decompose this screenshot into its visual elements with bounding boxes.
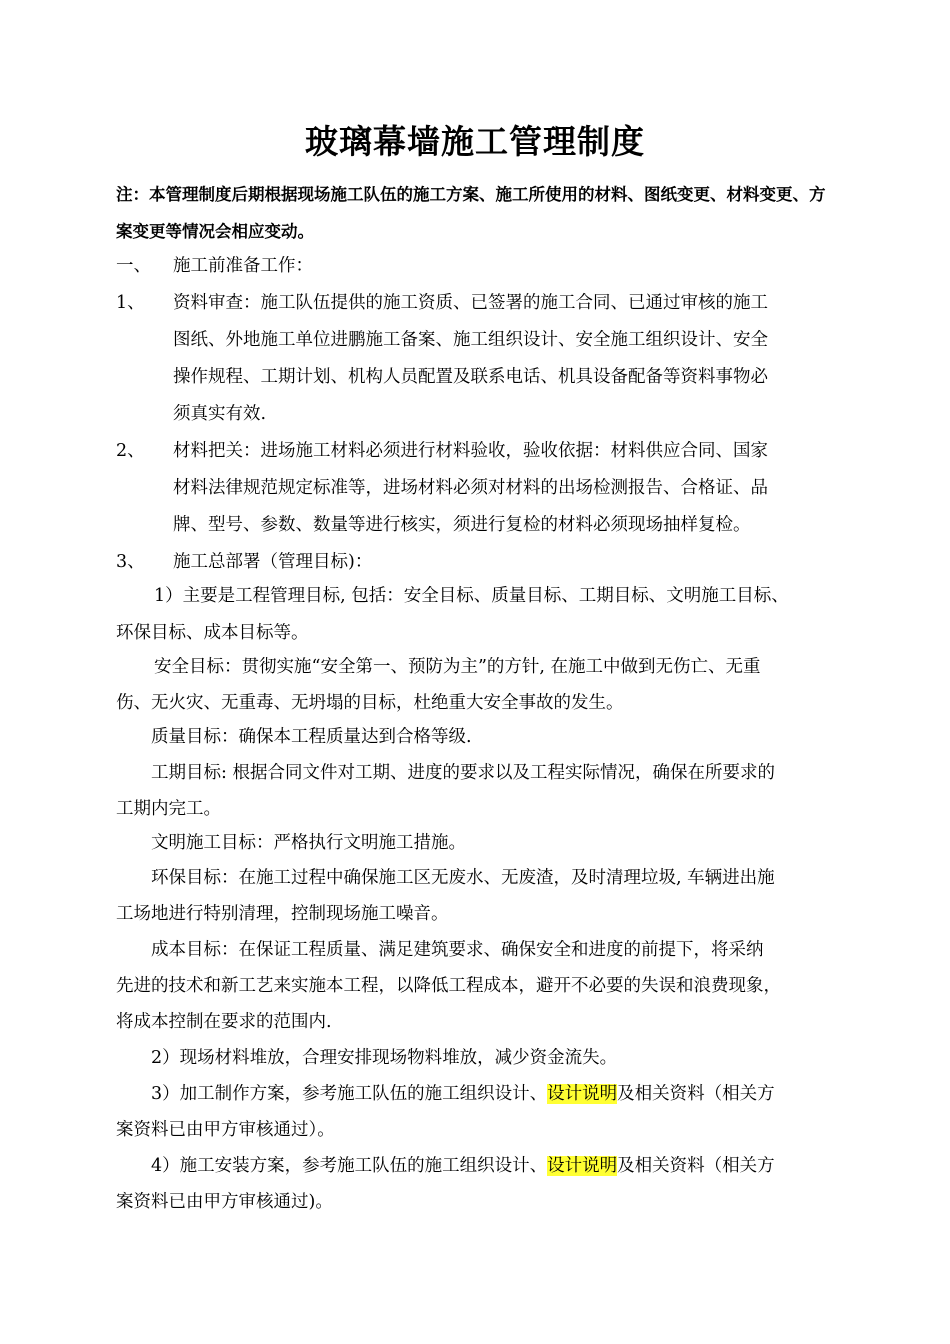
item-1-line-4: 须真实有效. xyxy=(173,404,267,424)
paragraph-7-line-2: 先进的技术和新工艺来实施本工程，以降低工程成本，避开不必要的失误和浪费现象， xyxy=(116,976,781,996)
highlighted-text: 设计说明 xyxy=(547,1084,618,1104)
paragraph-7-line-1: 成本目标：在保证工程质量、满足建筑要求、确保安全和进度的前提下，将采纳 xyxy=(151,940,764,960)
paragraph-6-line-1: 环保目标：在施工过程中确保施工区无废水、无废渣，及时清理垃圾, 车辆进出施 xyxy=(151,868,775,888)
paragraph-4-line-2: 工期内完工。 xyxy=(116,799,221,819)
paragraph-9-text-pre: 3）加工制作方案，参考施工队伍的施工组织设计、 xyxy=(151,1084,548,1104)
paragraph-1-line-1: 1）主要是工程管理目标, 包括：安全目标、质量目标、工期目标、文明施工目标、 xyxy=(154,586,789,606)
paragraph-3: 质量目标：确保本工程质量达到合格等级. xyxy=(151,727,472,747)
paragraph-5: 文明施工目标：严格执行文明施工措施。 xyxy=(151,833,466,853)
item-1-line-3: 操作规程、工期计划、机构人员配置及联系电话、机具设备配备等资料事物必 xyxy=(173,367,768,387)
section-number: 一、 xyxy=(116,256,151,276)
paragraph-9-line-1 xyxy=(151,1082,775,1106)
item-number-1: 1、 xyxy=(116,293,145,313)
paragraph-8: 2）现场材料堆放，合理安排现场物料堆放，减少资金流失。 xyxy=(151,1048,618,1068)
paragraph-9-text-post: 及相关资料（相关方 xyxy=(617,1084,775,1104)
item-3-line-1: 施工总部署（管理目标)： xyxy=(173,552,373,572)
paragraph-10-line-1 xyxy=(151,1154,775,1178)
item-1-line-2: 图纸、外地施工单位进鹏施工备案、施工组织设计、安全施工组织设计、安全 xyxy=(173,330,768,350)
item-number-3: 3、 xyxy=(116,552,145,572)
item-number-2: 2、 xyxy=(116,441,145,461)
section-heading: 施工前准备工作： xyxy=(173,256,313,276)
paragraph-2-line-1: 安全目标：贯彻实施“安全第一、预防为主”的方针, 在施工中做到无伤亡、无重 xyxy=(154,657,761,677)
paragraph-10-text-pre: 4）施工安装方案，参考施工队伍的施工组织设计、 xyxy=(151,1156,548,1176)
paragraph-4-line-1: 工期目标: 根据合同文件对工期、进度的要求以及工程实际情况，确保在所要求的 xyxy=(151,763,775,783)
item-1-line-1: 资料审查：施工队伍提供的施工资质、已签署的施工合同、已通过审核的施工 xyxy=(173,293,768,313)
note-paragraph: 注：本管理制度后期根据现场施工队伍的施工方案、施工所使用的材料、图纸变更、材料变更、方案变更等情况会相应变动。 xyxy=(116,185,826,241)
paragraph-7-line-3: 将成本控制在要求的范围内. xyxy=(116,1012,332,1032)
highlighted-text: 设计说明 xyxy=(547,1156,618,1176)
paragraph-10-line-2: 案资料已由甲方审核通过)。 xyxy=(116,1192,333,1212)
item-2-line-1: 材料把关：进场施工材料必须进行材料验收，验收依据：材料供应合同、国家 xyxy=(173,441,768,461)
item-2-line-2: 材料法律规范规定标准等，进场材料必须对材料的出场检测报告、合格证、品 xyxy=(173,478,768,498)
paragraph-6-line-2: 工场地进行特别清理，控制现场施工噪音。 xyxy=(116,904,449,924)
paragraph-1-line-2: 环保目标、成本目标等。 xyxy=(116,623,309,643)
paragraph-2-line-2: 伤、无火灾、无重毒、无坍塌的目标，杜绝重大安全事故的发生。 xyxy=(116,693,624,713)
document-title: 玻璃幕墙施工管理制度 xyxy=(305,122,645,161)
paragraph-9-line-2: 案资料已由甲方审核通过）。 xyxy=(116,1120,335,1140)
paragraph-10-text-post: 及相关资料（相关方 xyxy=(617,1156,775,1176)
item-2-line-3: 牌、型号、参数、数量等进行核实，须进行复检的材料必须现场抽样复检。 xyxy=(173,515,751,535)
